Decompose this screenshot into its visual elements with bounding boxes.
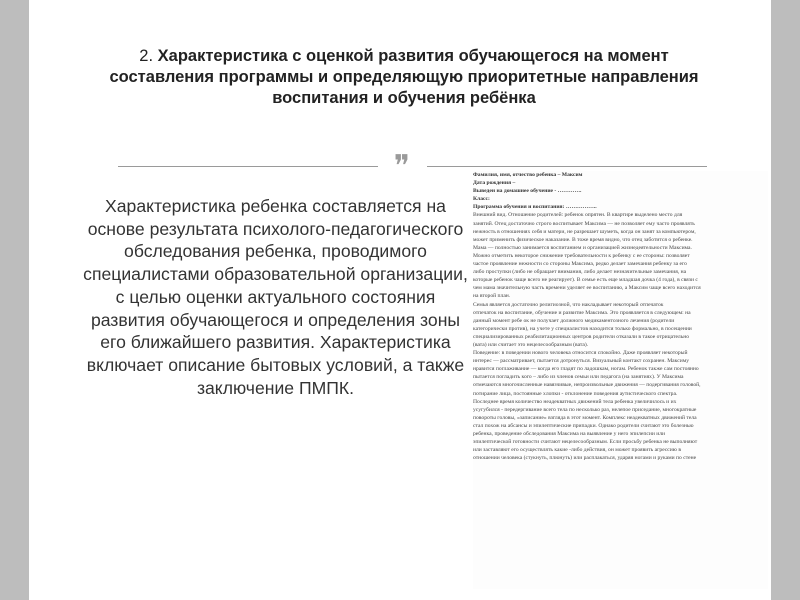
slide-title (89, 46, 719, 109)
document-line: Можно отметить некоторое снижение требовательности к ребенку с ее стороны: позволяет (473, 252, 690, 259)
document-line: Внешний вид. Отношение родителей: ребенок опрятен. В квартире выделено место для (473, 212, 683, 219)
slide (29, 0, 771, 600)
document-line: отмечаются многочисленные навязчивые, непроизвольные движения — подергивания головой, (473, 382, 701, 389)
document-line: ребенка, проведение обследования Максима на выявление у него эпилепсии или (473, 431, 665, 437)
document-line: данный момент ребе ок не получает должного медикаментозного лечения (родители (473, 317, 675, 324)
document-line: либо проступки (либо не обращает внимания, либо делает незначительные замечания, на (473, 269, 687, 276)
description-text: Характеристика ребенка составляется на основе результата психолого-педагогического обследования ребенка, проводимого специалистами образовательной организации, с целью оценки актуального состояния развития обучающегося и определения зоны его ближайшего развития. Характеристика включает описание бытовых условий, а также заключение ПМПК. (83, 196, 468, 398)
divider-right (427, 166, 707, 167)
document-line: Класс: (473, 196, 490, 203)
document-line: пытается погладить кого – либо из членов семьи или педагога (на занятиях). У Максима (473, 374, 684, 381)
document-sample-image (473, 171, 768, 589)
document-line: (вата) или считает это нецелесообразным (вата). (473, 341, 589, 348)
document-line: может применить физическое наказание. В тоже время видно, что отец заботится о ребенке. (473, 236, 693, 243)
document-line: Последнее время количество неадекватных движений тела ребенка увеличилось и их (473, 398, 677, 405)
document-line: занятий. Отец достаточно строго воспитывает Максима — не позволяет ему часто проявлять (473, 220, 695, 227)
document-line: которые ребенок чаще всего не реагирует). В семье есть еще младшая дочка (4 года), в связи с (473, 277, 698, 284)
document-line: на второй план. (473, 293, 511, 300)
document-line: или заставляют его осуществлять какие -либо действия, он может проявить агрессию в (473, 447, 681, 454)
document-line: Выведен на домашнее обучение - …………. (473, 188, 582, 195)
document-line: отпечаток на воспитание, обучение и развитие Максима. Это проявляется в следующем: на (473, 309, 691, 316)
document-line: Мама — полностью занимается воспитанием и организацией жизнедеятельности Максима. (473, 244, 692, 251)
document-line: Поведение: в поведении нового человека относится спокойно. Даже проявляет некоторый (473, 350, 688, 357)
document-line: повороты головы, «записание» взгляда в этот момент. Комплекс неадекватных движений тела (473, 414, 697, 421)
document-line: отношении человека (стукнуть, плюнуть) или расплакаться, ударяя ногами и руками по стене (473, 455, 697, 462)
title-text: Характеристика с оценкой развития обучающегося на момент составления программы и определяющую приоритетные направления воспитания и обучения ребёнка (109, 47, 699, 107)
document-line: Программа обучения и воспитания: …………….. (473, 204, 597, 211)
document-line: усугубился - передергивание всего тела по несколько раз, нелепое приседание, многократные (473, 406, 697, 413)
document-line: интерес — рассматривает, пытается дотронуться. Визуальный контакт сохранен. Максиму (473, 358, 690, 365)
document-line: категорически против), на учете у специалистов находится только формально, в посещении (473, 325, 692, 332)
document-line: эпилептической готовности считают нецелесообразным. Если просьбу ребенка не выполняют (473, 439, 698, 446)
document-line: чем мама значительную часть времени уделяет ее воспитанию, а Максим чаще всего находится (473, 285, 701, 292)
document-line: Фамилия, имя, отчество ребенка – Максим (473, 172, 583, 178)
document-line: потирание лица, постоянные хлопки - отклонение поведения аутистического спектра. (473, 390, 678, 397)
title-number: 2. (139, 47, 154, 65)
quotation-ornament-icon: ❞ (393, 149, 411, 184)
document-line: Семья является достаточно религиозной, что накладывает некоторый отпечаток (473, 301, 664, 308)
document-line: частое проявление нежности со стороны Максима, редко делает замечания ребенку за его (473, 261, 687, 268)
divider-left (118, 166, 378, 167)
document-line: стал похож на абсансы и эпилептические припадки. Однако родители считают это болезнью (473, 422, 694, 429)
document-line: Дата рождения – (473, 180, 516, 187)
document-line: нежность в отношениях себя и матери, не разрешает шуметь, когда он занят за компьютером, (473, 228, 696, 235)
document-line: нравится поглаживание — когда его гладят по ладошкам, ногам. Ребенок также сам постоянно (473, 366, 699, 373)
document-line: специализированных реабилитационных центров родители отказали в такое отрицательно (473, 333, 690, 340)
